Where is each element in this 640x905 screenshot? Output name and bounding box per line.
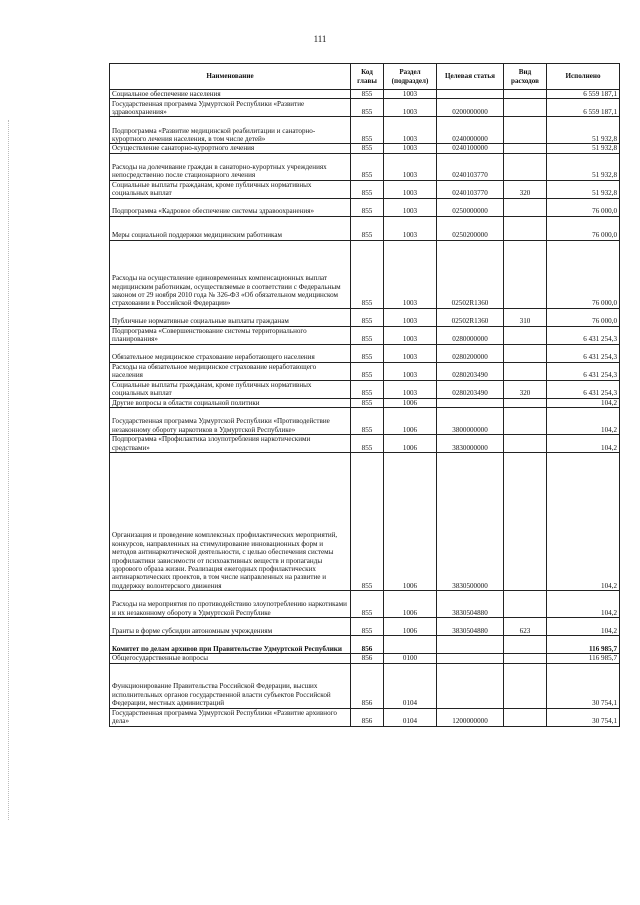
row-section: 1003	[384, 117, 437, 144]
row-name: Гранты в форме субсидии автономным учреждениям	[110, 618, 351, 636]
row-target: 02502R1360	[437, 308, 504, 326]
row-section: 1003	[384, 99, 437, 117]
table-row	[110, 636, 620, 654]
row-type: 320	[504, 380, 547, 398]
row-section: 1006	[384, 408, 437, 435]
row-type	[504, 654, 547, 663]
row-name: Социальные выплаты гражданам, кроме публичных нормативных социальных выплат	[110, 380, 351, 398]
row-target: 0250000000	[437, 198, 504, 216]
row-amount: 76 000,0	[547, 198, 620, 216]
row-code: 855	[351, 380, 384, 398]
table-row	[110, 180, 620, 198]
table-row	[110, 216, 620, 240]
header-name: Наименование	[110, 64, 351, 90]
row-code: 855	[351, 216, 384, 240]
row-code: 856	[351, 663, 384, 708]
row-name: Подпрограмма «Профилактика злоупотребления наркотическими средствами»	[110, 435, 351, 453]
row-name: Расходы на осуществление единовременных компенсационных выплат медицинским работникам, осуществляемые в соответствии с Федеральным законом от 29 ноября 2010 года № 326-ФЗ «Об обязательном медицинском страховании в Российской Федерации»	[110, 240, 351, 308]
row-type	[504, 398, 547, 407]
row-type	[504, 117, 547, 144]
row-target: 3830000000	[437, 435, 504, 453]
row-section: 1006	[384, 398, 437, 407]
row-section: 1003	[384, 216, 437, 240]
row-amount: 51 932,8	[547, 180, 620, 198]
table-row	[110, 435, 620, 453]
row-name: Государственная программа Удмуртской Республики «Развитие архивного дела»	[110, 708, 351, 726]
row-code: 855	[351, 198, 384, 216]
row-code: 855	[351, 435, 384, 453]
row-name: Расходы на мероприятия по противодействию злоупотреблению наркотиками и их незаконному обороту в Удмуртской Республике	[110, 591, 351, 618]
row-name: Обязательное медицинское страхование неработающего населения	[110, 344, 351, 362]
row-section	[384, 636, 437, 654]
row-code: 855	[351, 408, 384, 435]
row-code: 855	[351, 618, 384, 636]
row-code: 856	[351, 654, 384, 663]
row-type	[504, 408, 547, 435]
row-type	[504, 708, 547, 726]
row-section: 1003	[384, 240, 437, 308]
row-type: 320	[504, 180, 547, 198]
row-name: Расходы на обязательное медицинское страхование неработающего населения	[110, 362, 351, 380]
row-type	[504, 453, 547, 591]
row-section: 1003	[384, 180, 437, 198]
row-amount: 30 754,1	[547, 708, 620, 726]
row-amount: 51 932,8	[547, 117, 620, 144]
table-row	[110, 344, 620, 362]
row-amount: 6 431 254,3	[547, 344, 620, 362]
row-name: Подпрограмма «Развитие медицинской реабилитации и санаторно-курортного лечения населения, в том числе детей»	[110, 117, 351, 144]
row-amount: 104,2	[547, 591, 620, 618]
row-target	[437, 663, 504, 708]
row-type: 623	[504, 618, 547, 636]
row-section: 0104	[384, 708, 437, 726]
row-target: 3830500000	[437, 453, 504, 591]
row-amount: 104,2	[547, 435, 620, 453]
row-code: 855	[351, 326, 384, 344]
row-target: 02502R1360	[437, 240, 504, 308]
row-amount: 51 932,8	[547, 144, 620, 153]
row-type: 310	[504, 308, 547, 326]
row-section: 0104	[384, 663, 437, 708]
row-amount: 6 431 254,3	[547, 326, 620, 344]
row-section: 1003	[384, 380, 437, 398]
row-name: Государственная программа Удмуртской Республики «Развитие здравоохранения»	[110, 99, 351, 117]
row-type	[504, 435, 547, 453]
row-code: 855	[351, 240, 384, 308]
row-code: 855	[351, 362, 384, 380]
row-target: 0240100000	[437, 144, 504, 153]
table-row	[110, 708, 620, 726]
row-amount: 76 000,0	[547, 308, 620, 326]
row-code: 855	[351, 308, 384, 326]
row-code: 856	[351, 708, 384, 726]
row-target	[437, 398, 504, 407]
row-type	[504, 198, 547, 216]
row-name: Функционирование Правительства Российской Федерации, высших исполнительных органов государственной власти субъектов Российской Федерации, местных администраций	[110, 663, 351, 708]
row-name: Государственная программа Удмуртской Республики «Противодействие незаконному обороту наркотиков в Удмуртской Республике»	[110, 408, 351, 435]
row-amount: 104,2	[547, 618, 620, 636]
header-section: Раздел (подраздел)	[384, 64, 437, 90]
row-target: 0240000000	[437, 117, 504, 144]
table-row	[110, 144, 620, 153]
page-number: 111	[313, 34, 327, 44]
row-section: 1003	[384, 326, 437, 344]
row-target: 1200000000	[437, 708, 504, 726]
table-row	[110, 117, 620, 144]
row-name: Расходы на долечивание граждан в санаторно-курортных учреждениях непосредственно после стационарного лечения	[110, 153, 351, 180]
row-code: 855	[351, 90, 384, 99]
row-target: 0280000000	[437, 326, 504, 344]
row-section: 1003	[384, 362, 437, 380]
row-code: 856	[351, 636, 384, 654]
table-row	[110, 362, 620, 380]
table-row	[110, 99, 620, 117]
row-amount: 30 754,1	[547, 663, 620, 708]
row-amount: 76 000,0	[547, 216, 620, 240]
row-amount: 76 000,0	[547, 240, 620, 308]
table-row	[110, 408, 620, 435]
row-target: 0280203490	[437, 362, 504, 380]
row-target: 0250200000	[437, 216, 504, 240]
row-type	[504, 240, 547, 308]
row-section: 1006	[384, 453, 437, 591]
table-row	[110, 308, 620, 326]
row-code: 855	[351, 180, 384, 198]
row-amount: 6 431 254,3	[547, 380, 620, 398]
table-row	[110, 663, 620, 708]
row-type	[504, 636, 547, 654]
row-amount: 51 932,8	[547, 153, 620, 180]
row-amount: 6 559 187,1	[547, 99, 620, 117]
row-amount: 6 559 187,1	[547, 90, 620, 99]
row-target: 0200000000	[437, 99, 504, 117]
row-code: 855	[351, 153, 384, 180]
table-row	[110, 240, 620, 308]
header-code: Код главы	[351, 64, 384, 90]
row-section: 1003	[384, 308, 437, 326]
table-row	[110, 380, 620, 398]
row-type	[504, 326, 547, 344]
row-type	[504, 153, 547, 180]
row-name: Подпрограмма «Совершенствование системы территориального планирования»	[110, 326, 351, 344]
row-amount: 116 985,7	[547, 636, 620, 654]
row-name: Меры социальной поддержки медицинским работникам	[110, 216, 351, 240]
header-type: Вид расходов	[504, 64, 547, 90]
row-target: 3830504880	[437, 591, 504, 618]
row-code: 855	[351, 453, 384, 591]
row-amount: 116 985,7	[547, 654, 620, 663]
row-type	[504, 663, 547, 708]
row-section: 1003	[384, 344, 437, 362]
row-name: Социальное обеспечение населения	[110, 90, 351, 99]
row-target: 0280203490	[437, 380, 504, 398]
row-target: 0240103770	[437, 153, 504, 180]
row-section: 1003	[384, 153, 437, 180]
row-target: 0240103770	[437, 180, 504, 198]
row-amount: 104,2	[547, 398, 620, 407]
row-amount: 104,2	[547, 408, 620, 435]
row-name: Другие вопросы в области социальной политики	[110, 398, 351, 407]
row-name: Социальные выплаты гражданам, кроме публичных нормативных социальных выплат	[110, 180, 351, 198]
row-name: Общегосударственные вопросы	[110, 654, 351, 663]
table-row	[110, 198, 620, 216]
table-row	[110, 326, 620, 344]
table-row	[110, 654, 620, 663]
row-section: 1006	[384, 435, 437, 453]
row-target	[437, 654, 504, 663]
scan-edge-dots	[8, 120, 10, 820]
row-type	[504, 99, 547, 117]
table-row	[110, 153, 620, 180]
table-row	[110, 618, 620, 636]
row-target	[437, 636, 504, 654]
row-type	[504, 344, 547, 362]
row-name: Публичные нормативные социальные выплаты гражданам	[110, 308, 351, 326]
table-row	[110, 398, 620, 407]
row-code: 855	[351, 144, 384, 153]
row-section: 1003	[384, 144, 437, 153]
row-type	[504, 216, 547, 240]
row-target: 3800000000	[437, 408, 504, 435]
budget-table	[109, 63, 620, 727]
row-name: Подпрограмма «Кадровое обеспечение системы здравоохранения»	[110, 198, 351, 216]
row-type	[504, 362, 547, 380]
row-amount: 104,2	[547, 453, 620, 591]
header-target: Целевая статья	[437, 64, 504, 90]
header-amount: Исполнено	[547, 64, 620, 90]
row-amount: 6 431 254,3	[547, 362, 620, 380]
row-type	[504, 591, 547, 618]
row-code: 855	[351, 398, 384, 407]
row-name: Организация и проведение комплексных профилактических мероприятий, конкурсов, направленных на стимулирование инновационных форм и методов антинаркотической деятельности, с целью обеспечения системы профилактики зависимости от психоактивных веществ и пропаганды здорового образа жизни. Реализация ежегодных профилактических антинаркотических проектов, в том числе направленных на развитие и поддержку волонтерского движения	[110, 453, 351, 591]
row-section: 0100	[384, 654, 437, 663]
row-code: 855	[351, 99, 384, 117]
row-target: 3830504880	[437, 618, 504, 636]
row-section: 1003	[384, 90, 437, 99]
row-code: 855	[351, 344, 384, 362]
table-header-row	[110, 64, 620, 90]
table-row	[110, 591, 620, 618]
row-code: 855	[351, 117, 384, 144]
row-name: Осуществление санаторно-курортного лечения	[110, 144, 351, 153]
row-section: 1006	[384, 591, 437, 618]
row-target	[437, 90, 504, 99]
table-row	[110, 453, 620, 591]
row-type	[504, 144, 547, 153]
row-section: 1003	[384, 198, 437, 216]
row-code: 855	[351, 591, 384, 618]
row-type	[504, 90, 547, 99]
row-name: Комитет по делам архивов при Правительстве Удмуртской Республики	[110, 636, 351, 654]
table-row	[110, 90, 620, 99]
row-target: 0280200000	[437, 344, 504, 362]
row-section: 1006	[384, 618, 437, 636]
